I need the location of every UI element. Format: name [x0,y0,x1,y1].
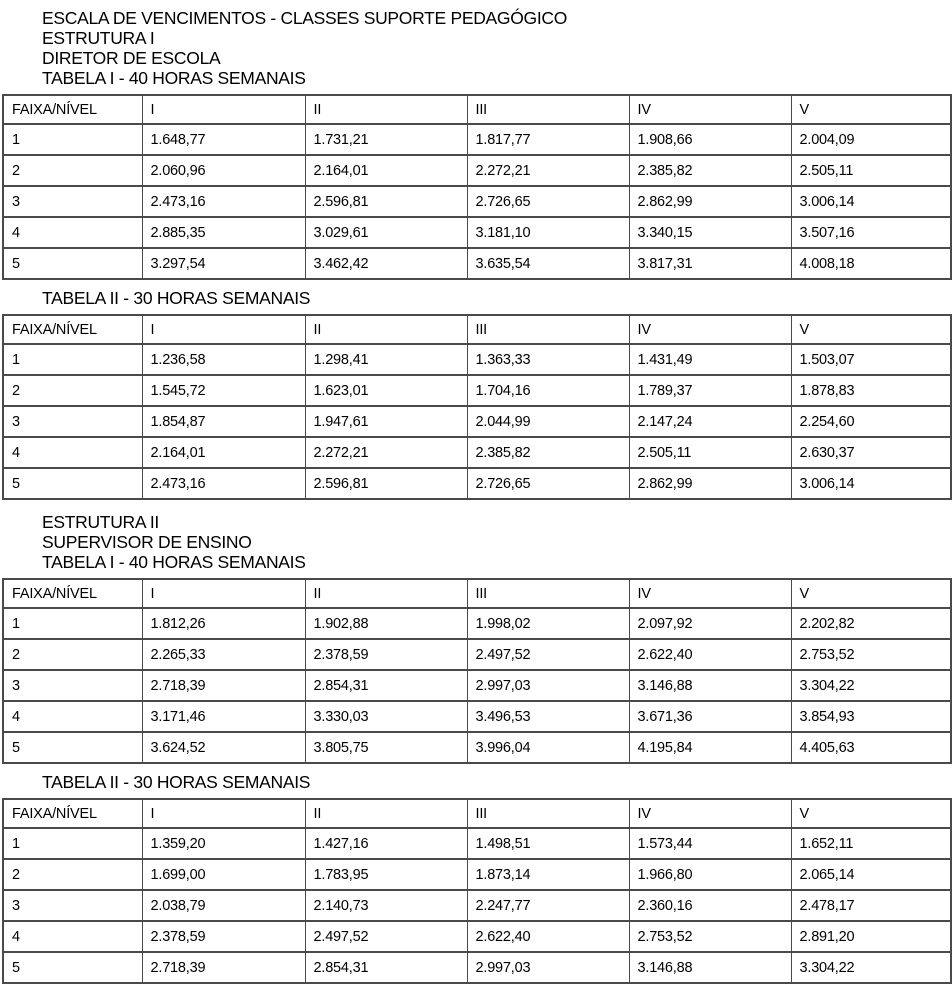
table-cell: 1.998,02 [467,608,629,639]
table-cell: 1.947,61 [305,406,467,437]
table-cell: 2.997,03 [467,670,629,701]
table-cell: 2.753,52 [791,639,951,670]
table-cell: 1.704,16 [467,375,629,406]
table-cell: 1.789,37 [629,375,791,406]
salary-table-estrutura2-40h [2,578,952,764]
table-cell: 2.378,59 [305,639,467,670]
table-row [3,670,951,701]
table-cell: 2.891,20 [791,921,951,952]
column-header: FAIXA/NÍVEL [3,95,142,124]
column-header: IV [629,579,791,608]
table-row [3,248,951,279]
column-header: III [467,799,629,828]
table-cell: 2.854,31 [305,670,467,701]
table-caption-s1-t1: TABELA I - 40 HORAS SEMANAIS [42,68,306,88]
table-cell: 3.671,36 [629,701,791,732]
table-cell: 1.359,20 [142,828,305,859]
table-cell: 1.648,77 [142,124,305,155]
table-row [3,186,951,217]
table-cell: 3.854,93 [791,701,951,732]
table-cell: 1.817,77 [467,124,629,155]
table-cell: 2.753,52 [629,921,791,952]
table-cell: 1.652,11 [791,828,951,859]
table-row [3,952,951,983]
table-cell: 3.635,54 [467,248,629,279]
table-row [3,124,951,155]
table-cell: 1.908,66 [629,124,791,155]
table-cell: 1.873,14 [467,859,629,890]
row-label: 4 [3,921,142,952]
table-cell: 3.029,61 [305,217,467,248]
table-cell: 2.065,14 [791,859,951,890]
table-cell: 2.596,81 [305,468,467,499]
row-label: 4 [3,701,142,732]
table-cell: 2.202,82 [791,608,951,639]
row-label: 1 [3,828,142,859]
table-cell: 1.812,26 [142,608,305,639]
table-cell: 1.902,88 [305,608,467,639]
table-row [3,732,951,763]
table-cell: 2.505,11 [629,437,791,468]
table-cell: 3.462,42 [305,248,467,279]
column-header: I [142,95,305,124]
table-cell: 1.878,83 [791,375,951,406]
table-caption-s1-t2: TABELA II - 30 HORAS SEMANAIS [42,288,311,308]
row-label: 5 [3,468,142,499]
table-cell: 2.385,82 [629,155,791,186]
column-header: II [305,95,467,124]
table-cell: 3.006,14 [791,468,951,499]
table-row [3,344,951,375]
table-cell: 2.038,79 [142,890,305,921]
header-row [3,95,951,124]
table-cell: 3.297,54 [142,248,305,279]
table-cell: 3.330,03 [305,701,467,732]
table-cell: 1.427,16 [305,828,467,859]
table-cell: 3.304,22 [791,952,951,983]
table-cell: 4.008,18 [791,248,951,279]
row-label: 5 [3,248,142,279]
table-cell: 3.181,10 [467,217,629,248]
table-cell: 2.718,39 [142,952,305,983]
column-header: IV [629,95,791,124]
table-cell: 3.171,46 [142,701,305,732]
table-cell: 2.726,65 [467,186,629,217]
table-cell: 1.236,58 [142,344,305,375]
row-label: 1 [3,608,142,639]
table-cell: 2.622,40 [629,639,791,670]
column-header: II [305,315,467,344]
table-cell: 2.272,21 [305,437,467,468]
table-cell: 1.966,80 [629,859,791,890]
table-row [3,406,951,437]
table-cell: 2.378,59 [142,921,305,952]
table-cell: 2.360,16 [629,890,791,921]
table-cell: 1.503,07 [791,344,951,375]
table-cell: 3.996,04 [467,732,629,763]
table-cell: 2.140,73 [305,890,467,921]
estrutura-1-heading: ESTRUTURA I [42,28,155,48]
table-cell: 3.507,16 [791,217,951,248]
column-header: V [791,95,951,124]
table-row [3,437,951,468]
salary-table-estrutura1-30h [2,314,952,500]
table-row [3,828,951,859]
column-header: I [142,579,305,608]
row-label: 4 [3,217,142,248]
column-header: I [142,799,305,828]
table-row [3,890,951,921]
column-header: FAIXA/NÍVEL [3,799,142,828]
table-cell: 3.496,53 [467,701,629,732]
row-label: 3 [3,186,142,217]
table-row [3,375,951,406]
table-cell: 1.783,95 [305,859,467,890]
table-cell: 1.731,21 [305,124,467,155]
table-cell: 2.247,77 [467,890,629,921]
table-cell: 2.478,17 [791,890,951,921]
row-label: 2 [3,375,142,406]
column-header: I [142,315,305,344]
row-label: 5 [3,732,142,763]
table-cell: 3.624,52 [142,732,305,763]
table-cell: 2.254,60 [791,406,951,437]
table-cell: 2.726,65 [467,468,629,499]
salary-table-estrutura2-30h [2,798,952,984]
table-cell: 2.596,81 [305,186,467,217]
row-label: 5 [3,952,142,983]
table-cell: 2.164,01 [305,155,467,186]
table-row [3,608,951,639]
row-label: 2 [3,155,142,186]
table-cell: 2.004,09 [791,124,951,155]
table-cell: 2.473,16 [142,186,305,217]
row-label: 2 [3,639,142,670]
table-row [3,921,951,952]
table-cell: 2.862,99 [629,468,791,499]
table-row [3,155,951,186]
column-header: IV [629,315,791,344]
column-header: V [791,315,951,344]
table-cell: 4.195,84 [629,732,791,763]
table-row [3,859,951,890]
table-cell: 2.630,37 [791,437,951,468]
row-label: 3 [3,890,142,921]
row-label: 3 [3,406,142,437]
table-cell: 2.854,31 [305,952,467,983]
column-header: II [305,799,467,828]
table-caption-s2-t2: TABELA II - 30 HORAS SEMANAIS [42,772,311,792]
column-header: FAIXA/NÍVEL [3,579,142,608]
row-label: 4 [3,437,142,468]
table-cell: 2.718,39 [142,670,305,701]
table-row [3,639,951,670]
table-cell: 2.862,99 [629,186,791,217]
table-cell: 1.623,01 [305,375,467,406]
table-cell: 2.044,99 [467,406,629,437]
table-cell: 3.304,22 [791,670,951,701]
table-cell: 2.473,16 [142,468,305,499]
cargo-2-heading: SUPERVISOR DE ENSINO [42,532,252,552]
table-cell: 1.298,41 [305,344,467,375]
table-cell: 3.805,75 [305,732,467,763]
table-cell: 1.573,44 [629,828,791,859]
estrutura-2-heading: ESTRUTURA II [42,512,159,532]
table-cell: 2.997,03 [467,952,629,983]
table-cell: 2.385,82 [467,437,629,468]
table-cell: 3.817,31 [629,248,791,279]
table-cell: 2.147,24 [629,406,791,437]
table-cell: 2.622,40 [467,921,629,952]
row-label: 1 [3,124,142,155]
table-cell: 3.146,88 [629,952,791,983]
row-label: 2 [3,859,142,890]
table-cell: 1.699,00 [142,859,305,890]
table-cell: 2.885,35 [142,217,305,248]
table-cell: 2.272,21 [467,155,629,186]
table-caption-s2-t1: TABELA I - 40 HORAS SEMANAIS [42,552,306,572]
table-cell: 3.006,14 [791,186,951,217]
table-cell: 4.405,63 [791,732,951,763]
column-header: III [467,95,629,124]
header-row [3,315,951,344]
table-cell: 3.340,15 [629,217,791,248]
table-cell: 1.363,33 [467,344,629,375]
table-cell: 2.265,33 [142,639,305,670]
table-row [3,217,951,248]
table-row [3,701,951,732]
column-header: V [791,799,951,828]
table-cell: 2.060,96 [142,155,305,186]
table-cell: 2.497,52 [305,921,467,952]
row-label: 3 [3,670,142,701]
table-row [3,468,951,499]
column-header: II [305,579,467,608]
row-label: 1 [3,344,142,375]
document-title: ESCALA DE VENCIMENTOS - CLASSES SUPORTE PEDAGÓGICO [42,8,568,28]
column-header: IV [629,799,791,828]
table-cell: 2.497,52 [467,639,629,670]
table-cell: 2.164,01 [142,437,305,468]
table-cell: 2.505,11 [791,155,951,186]
table-cell: 1.545,72 [142,375,305,406]
column-header: FAIXA/NÍVEL [3,315,142,344]
table-cell: 1.498,51 [467,828,629,859]
header-row [3,579,951,608]
table-cell: 1.854,87 [142,406,305,437]
column-header: III [467,579,629,608]
header-row [3,799,951,828]
cargo-1-heading: DIRETOR DE ESCOLA [42,48,221,68]
salary-table-estrutura1-40h [2,94,952,280]
table-cell: 3.146,88 [629,670,791,701]
column-header: V [791,579,951,608]
table-cell: 1.431,49 [629,344,791,375]
table-cell: 2.097,92 [629,608,791,639]
column-header: III [467,315,629,344]
